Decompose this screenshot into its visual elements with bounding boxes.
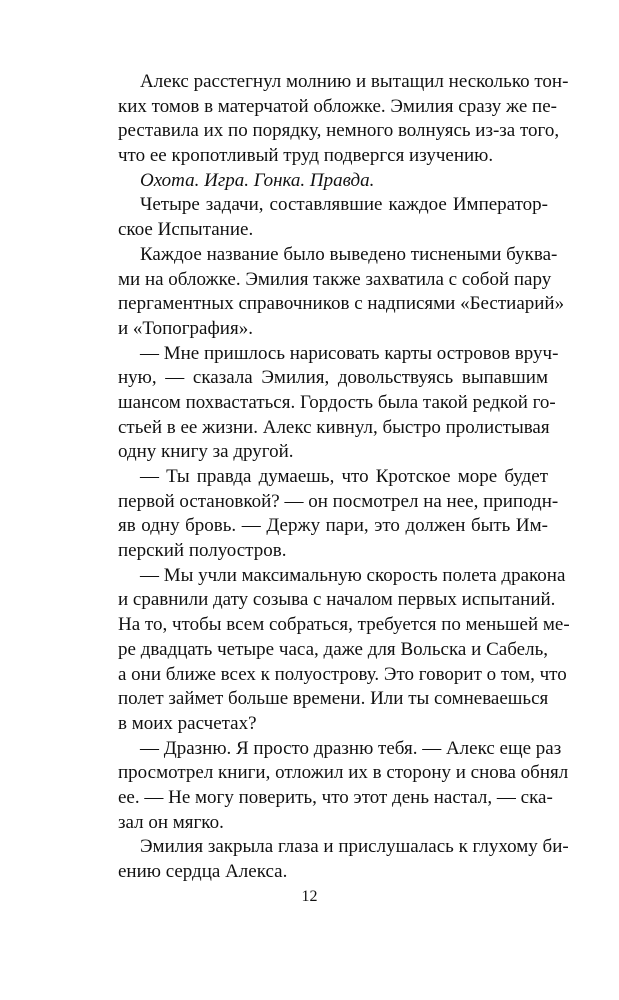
text-line: — Мы учли максимальную скорость полета дракона: [140, 564, 566, 586]
text-line: яв одну бровь. — Держу пари, это должен быть Им-: [118, 515, 548, 537]
text-line: ению сердца Алекса.: [118, 861, 288, 882]
text-line: а они ближе всех к полуострову. Это говорит о том, что: [118, 663, 567, 685]
text-line: перский полуостров.: [118, 540, 287, 562]
text-line: ми на обложке. Эмилия также захватила с собой пару: [118, 268, 552, 290]
text-line: просмотрел книги, отложил их в сторону и снова обнял: [118, 762, 569, 784]
text-line: На то, чтобы всем собраться, требуется по меньшей ме-: [118, 614, 570, 636]
text-line-italic: Охота. Игра. Гонка. Правда.: [140, 169, 375, 191]
text-line: ре двадцать четыре часа, даже для Вольска и Сабель,: [118, 638, 548, 660]
text-line: одну книгу за другой.: [118, 441, 294, 463]
text-line: ее. — Не могу поверить, что этот день настал, — ска-: [118, 786, 553, 808]
text-line: полет займет больше времени. Или ты сомневаешься: [118, 688, 549, 710]
text-line: Каждое название было выведено тиснеными буква-: [140, 243, 558, 265]
text-line: стьей в ее жизни. Алекс кивнул, быстро пролистывая: [118, 416, 550, 438]
text-line: в моих расчетах?: [118, 712, 257, 734]
text-line: что ее кропотливый труд подвергся изучению.: [118, 145, 494, 167]
page-number: 12: [301, 888, 318, 905]
text-line: ких томов в матерчатой обложке. Эмилия сразу же пе-: [118, 95, 557, 117]
text-line: реставила их по порядку, немного волнуясь из-за того,: [118, 120, 560, 142]
text-line: — Ты правда думаешь, что Кротское море будет: [140, 466, 548, 487]
body-text: [118, 70, 570, 885]
text-line: шансом похвастаться. Гордость была такой редкой го-: [118, 391, 556, 413]
text-line: ную, — сказала Эмилия, довольствуясь выпавшим: [118, 367, 548, 389]
text-line: — Дразню. Я просто дразню тебя. — Алекс еще раз: [140, 737, 562, 759]
text-line: Четыре задачи, составлявшие каждое Император-: [140, 194, 548, 216]
text-line: первой остановкой? — он посмотрел на нее, приподн-: [118, 490, 559, 512]
text-line: пергаментных справочников с надписями «Бестиарий»: [118, 293, 565, 315]
text-line: и сравнили дату созыва с началом первых испытаний.: [118, 589, 556, 611]
text-line: Эмилия закрыла глаза и прислушалась к глухому би-: [140, 836, 569, 858]
text-line: ское Испытание.: [118, 219, 254, 241]
text-line: и «Топография».: [118, 317, 253, 339]
text-line: — Мне пришлось нарисовать карты островов вруч-: [140, 342, 559, 364]
text-line: Алекс расстегнул молнию и вытащил несколько тон-: [140, 71, 569, 92]
text-line: зал он мягко.: [118, 811, 224, 833]
